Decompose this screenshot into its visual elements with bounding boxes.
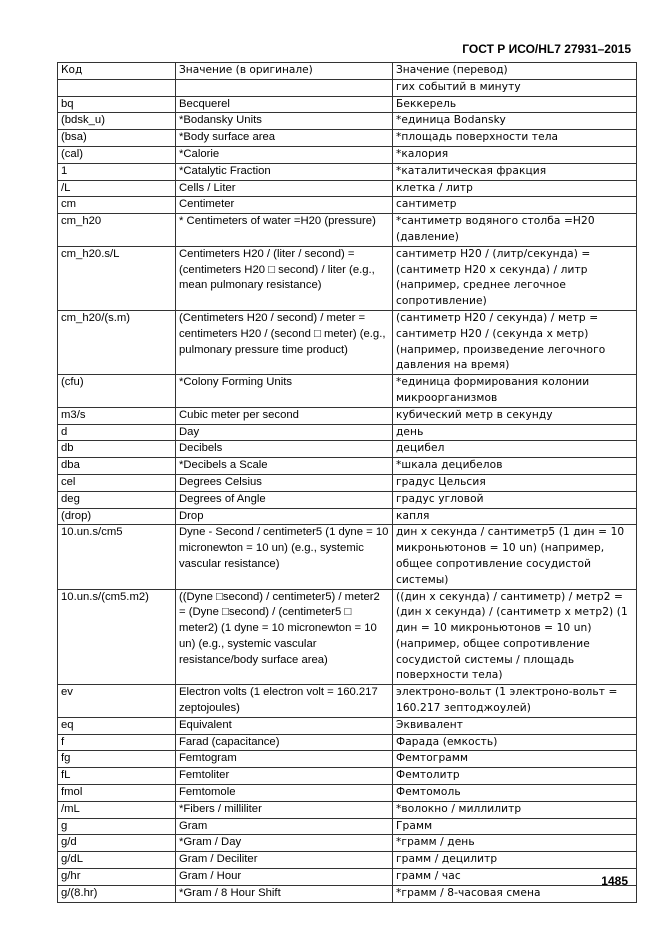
cell-translation: ((дин х секунда) / сантиметр) / метр2 = (дин х секунда) / (сантиметр х метр2) (1 дин = 10 микроньютонов = 10 un) (например, общее сопротивление сосудистой системы / площадь поверхности тела) xyxy=(393,589,637,685)
table-row xyxy=(58,79,637,96)
cell-translation: *единица формирования колонии микроорганизмов xyxy=(393,375,637,408)
cell-original: *Body surface area xyxy=(176,130,393,147)
table-row xyxy=(58,589,637,685)
table-row xyxy=(58,146,637,163)
cell-original: Drop xyxy=(176,508,393,525)
cell-translation: Беккерель xyxy=(393,96,637,113)
cell-original: Becquerel xyxy=(176,96,393,113)
cell-original: ((Dyne □second) / centimeter5) / meter2 = (Dyne □second) / (centimeter5 □ meter2) (1 dyne = 10 micronewton = 10 un) (e.g., systemic vascular resistance/body surface area) xyxy=(176,589,393,685)
cell-original: Centimeter xyxy=(176,197,393,214)
column-header-code: Код xyxy=(58,63,176,80)
cell-translation: *площадь поверхности тела xyxy=(393,130,637,147)
table-row xyxy=(58,113,637,130)
table-row xyxy=(58,885,637,902)
cell-original: Cubic meter per second xyxy=(176,407,393,424)
cell-translation: *единица Bodansky xyxy=(393,113,637,130)
table-row xyxy=(58,751,637,768)
cell-translation: грамм / час xyxy=(393,869,637,886)
units-table xyxy=(57,62,637,903)
cell-original: Gram / Hour xyxy=(176,869,393,886)
cell-translation: *сантиметр водяного столба =H20 (давление) xyxy=(393,214,637,247)
table-row xyxy=(58,869,637,886)
cell-original: Equivalent xyxy=(176,717,393,734)
cell-original: Gram xyxy=(176,818,393,835)
table-row xyxy=(58,801,637,818)
table-row xyxy=(58,474,637,491)
table-row xyxy=(58,685,637,718)
cell-original: Femtoliter xyxy=(176,768,393,785)
cell-translation: Фемтолитр xyxy=(393,768,637,785)
cell-original: Femtogram xyxy=(176,751,393,768)
cell-code: cm_h20 xyxy=(58,214,176,247)
cell-translation: Фемтограмм xyxy=(393,751,637,768)
table-row xyxy=(58,768,637,785)
cell-translation: клетка / литр xyxy=(393,180,637,197)
cell-code: 10.un.s/cm5 xyxy=(58,525,176,589)
cell-code: (cal) xyxy=(58,146,176,163)
cell-translation: Фемтомоль xyxy=(393,785,637,802)
cell-code: (bsa) xyxy=(58,130,176,147)
cell-original: *Fibers / milliliter xyxy=(176,801,393,818)
cell-code: bq xyxy=(58,96,176,113)
cell-code: fL xyxy=(58,768,176,785)
cell-code: 1 xyxy=(58,163,176,180)
table-row xyxy=(58,852,637,869)
table-row xyxy=(58,491,637,508)
cell-translation: *каталитическая фракция xyxy=(393,163,637,180)
cell-original: Cells / Liter xyxy=(176,180,393,197)
cell-translation: Эквивалент xyxy=(393,717,637,734)
table-row xyxy=(58,424,637,441)
cell-original xyxy=(176,79,393,96)
cell-translation: день xyxy=(393,424,637,441)
cell-original: (Centimeters H20 / second) / meter = centimeters H20 / (second □ meter) (e.g., pulmonary pressure time product) xyxy=(176,310,393,374)
column-header-original: Значение (в оригинале) xyxy=(176,63,393,80)
cell-original: Farad (capacitance) xyxy=(176,734,393,751)
cell-code: f xyxy=(58,734,176,751)
cell-code: (cfu) xyxy=(58,375,176,408)
cell-original: *Gram / Day xyxy=(176,835,393,852)
table-row xyxy=(58,818,637,835)
cell-code: cm xyxy=(58,197,176,214)
cell-translation: кубический метр в секунду xyxy=(393,407,637,424)
cell-original: Centimeters H20 / (liter / second) = (centimeters H20 □ second) / liter (e.g., mean pulmonary resistance) xyxy=(176,246,393,310)
cell-translation: Грамм xyxy=(393,818,637,835)
cell-code: ev xyxy=(58,685,176,718)
table-body xyxy=(58,79,637,902)
cell-code xyxy=(58,79,176,96)
cell-translation: децибел xyxy=(393,441,637,458)
table-row xyxy=(58,163,637,180)
table-row xyxy=(58,130,637,147)
table-row xyxy=(58,214,637,247)
cell-code: db xyxy=(58,441,176,458)
cell-code: (bdsk_u) xyxy=(58,113,176,130)
table-row xyxy=(58,246,637,310)
cell-code: g xyxy=(58,818,176,835)
table-row xyxy=(58,375,637,408)
cell-translation: сантиметр H20 / (литр/секунда) = (сантиметр H20 х секунда) / литр (например, среднее легочное сопротивление) xyxy=(393,246,637,310)
cell-translation: *грамм / 8-часовая смена xyxy=(393,885,637,902)
cell-original: Femtomole xyxy=(176,785,393,802)
table-row xyxy=(58,180,637,197)
table-row xyxy=(58,525,637,589)
cell-code: dba xyxy=(58,458,176,475)
cell-code: d xyxy=(58,424,176,441)
page-number: 1485 xyxy=(601,874,628,888)
cell-code: g/hr xyxy=(58,869,176,886)
cell-code: /L xyxy=(58,180,176,197)
cell-code: m3/s xyxy=(58,407,176,424)
cell-code: /mL xyxy=(58,801,176,818)
cell-translation: (сантиметр H20 / секунда) / метр = сантиметр H20 / (секунда х метр) (например, произведение легочного давления на время) xyxy=(393,310,637,374)
cell-translation: *калория xyxy=(393,146,637,163)
table-row xyxy=(58,197,637,214)
cell-code: cm_h20.s/L xyxy=(58,246,176,310)
cell-original: * Centimeters of water =H20 (pressure) xyxy=(176,214,393,247)
cell-original: Gram / Deciliter xyxy=(176,852,393,869)
table-row xyxy=(58,835,637,852)
cell-translation: градус Цельсия xyxy=(393,474,637,491)
document-header: ГОСТ Р ИСО/HL7 27931–2015 xyxy=(462,42,631,56)
cell-translation: грамм / децилитр xyxy=(393,852,637,869)
cell-original: Day xyxy=(176,424,393,441)
cell-code: g/(8.hr) xyxy=(58,885,176,902)
table-row xyxy=(58,734,637,751)
cell-original: *Gram / 8 Hour Shift xyxy=(176,885,393,902)
cell-code: g/dL xyxy=(58,852,176,869)
table-row xyxy=(58,441,637,458)
cell-code: cm_h20/(s.m) xyxy=(58,310,176,374)
cell-original: Degrees of Angle xyxy=(176,491,393,508)
cell-original: *Bodansky Units xyxy=(176,113,393,130)
cell-translation: Фарада (емкость) xyxy=(393,734,637,751)
table-row xyxy=(58,458,637,475)
cell-original: *Catalytic Fraction xyxy=(176,163,393,180)
cell-original: Electron volts (1 electron volt = 160.217 zeptojoules) xyxy=(176,685,393,718)
cell-original: *Decibels a Scale xyxy=(176,458,393,475)
cell-original: Dyne - Second / centimeter5 (1 dyne = 10 micronewton = 10 un) (e.g., systemic vascular resistance) xyxy=(176,525,393,589)
table-header-row xyxy=(58,63,637,80)
cell-translation: электроно-вольт (1 электроно-вольт = 160.217 зептоджоулей) xyxy=(393,685,637,718)
cell-original: Decibels xyxy=(176,441,393,458)
table-row xyxy=(58,717,637,734)
cell-code: fg xyxy=(58,751,176,768)
table-row xyxy=(58,508,637,525)
cell-translation: *шкала децибелов xyxy=(393,458,637,475)
table-row xyxy=(58,407,637,424)
cell-code: g/d xyxy=(58,835,176,852)
table-row xyxy=(58,96,637,113)
cell-translation: дин х секунда / сантиметр5 (1 дин = 10 микроньютонов = 10 un) (например, общее сопротивление сосудистой системы) xyxy=(393,525,637,589)
cell-code: deg xyxy=(58,491,176,508)
cell-original: *Calorie xyxy=(176,146,393,163)
cell-code: 10.un.s/(cm5.m2) xyxy=(58,589,176,685)
cell-original: *Colony Forming Units xyxy=(176,375,393,408)
cell-translation: *грамм / день xyxy=(393,835,637,852)
cell-translation: градус угловой xyxy=(393,491,637,508)
column-header-translation: Значение (перевод) xyxy=(393,63,637,80)
cell-translation: капля xyxy=(393,508,637,525)
cell-translation: гих событий в минуту xyxy=(393,79,637,96)
table-row xyxy=(58,785,637,802)
cell-translation: *волокно / миллилитр xyxy=(393,801,637,818)
cell-translation: сантиметр xyxy=(393,197,637,214)
table-row xyxy=(58,310,637,374)
cell-code: (drop) xyxy=(58,508,176,525)
cell-code: eq xyxy=(58,717,176,734)
cell-code: cel xyxy=(58,474,176,491)
cell-code: fmol xyxy=(58,785,176,802)
cell-original: Degrees Celsius xyxy=(176,474,393,491)
